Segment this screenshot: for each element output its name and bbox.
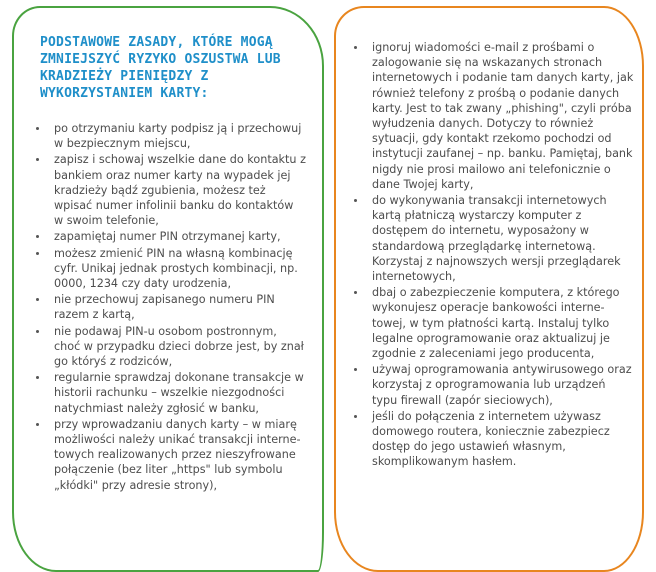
left-tips-list	[36, 121, 306, 494]
list-item-text: możesz zmienić PIN na własną kombinację cyfr. Unikaj jednak prostych kombinacji, np. 0000, 1234 czy daty urodzenia,	[54, 246, 298, 291]
list-item-text: dbaj o zabezpieczenie komputera, z którego wykonujesz operacje bankowości interne-towej, w tym płatności kartą. Instaluj tylko legalne oprogramowanie oraz aktualizuj je zgodnie z zaleceniami jego producenta,	[372, 286, 620, 361]
list-item	[36, 152, 306, 228]
list-item	[36, 417, 306, 493]
list-item	[36, 324, 306, 370]
right-tips-list	[354, 40, 634, 471]
list-item	[354, 362, 634, 408]
list-item	[354, 40, 634, 192]
list-item	[36, 121, 306, 151]
list-item-text: zapisz i schowaj wszelkie dane do kontaktu z bankiem oraz numer karty na wypadek jej kradzieży bądź zgubienia, możesz też wpisać numer infolinii banku do kontaktów w swoim telefonie,	[54, 153, 306, 228]
list-item-text: nie przechowuj zapisanego numeru PIN razem z kartą,	[54, 293, 275, 322]
list-item	[354, 409, 634, 470]
list-item-text: używaj oprogramowania antywirusowego oraz korzystaj z oprogramowania lub urządzeń typu firewall (zapór sieciowych),	[372, 363, 632, 407]
list-item	[354, 193, 634, 284]
list-item-text: przy wprowadzaniu danych karty – w miarę możliwości należy unikać transakcji interne-towych realizowanych przez nieszyfrowane połączenie (bez liter „https" lub symbolu „kłódki" przy adresie strony),	[54, 417, 301, 492]
list-item	[36, 246, 306, 292]
list-item-text: do wykonywania transakcji internetowych kartą płatniczą wystarczy komputer z dostępem do internetu, wyposażony w standardową przeglądarkę internetową. Korzystaj z najnowszych wersji przeglądarek internetowych,	[372, 194, 621, 284]
list-item-text: regularnie sprawdzaj dokonane transakcje w historii rachunku – wszelkie niezgodności natychmiast należy zgłosić w banku,	[54, 371, 304, 415]
list-item	[36, 292, 306, 322]
list-item-text: ignoruj wiadomości e-mail z prośbami o zalogowanie się na wskazanych stronach internetowych i podanie tam danych karty, jak również telefony z prośbą o podanie danych karty. Jest to tak zwany „phishing", czyli próba wyłudzenia danych. Dotyczy to również sytuacji, gdy kontakt rzekomo pochodzi od instytucji zaufanej – np. banku. Pamiętaj, bank nigdy nie prosi mailowo ani telefonicznie o dane Twojej karty,	[372, 41, 634, 191]
list-item-text: po otrzymaniu karty podpisz ją i przechowuj w bezpiecznym miejscu,	[54, 122, 302, 151]
list-item-text: jeśli do połączenia z internetem używasz domowego routera, koniecznie zabezpiecz dostęp do jego ustawień własnym, skomplikowanym hasłem.	[372, 409, 610, 469]
list-item	[36, 229, 306, 244]
section-heading: PODSTAWOWE ZASADY, KTÓRE MOGĄ ZMNIEJSZYĆ RYZYKO OSZUSTWA LUB KRADZIEŻY PIENIĘDZY Z WYKORZYSTANIEM KARTY:	[40, 35, 281, 101]
list-item	[354, 285, 634, 361]
list-item-text: zapamiętaj numer PIN otrzymanej karty,	[54, 230, 281, 244]
list-item-text: nie podawaj PIN-u osobom postronnym, choć w przypadku dzieci dobrze jest, by znał go któryś z rodziców,	[54, 324, 304, 369]
list-item	[36, 370, 306, 416]
